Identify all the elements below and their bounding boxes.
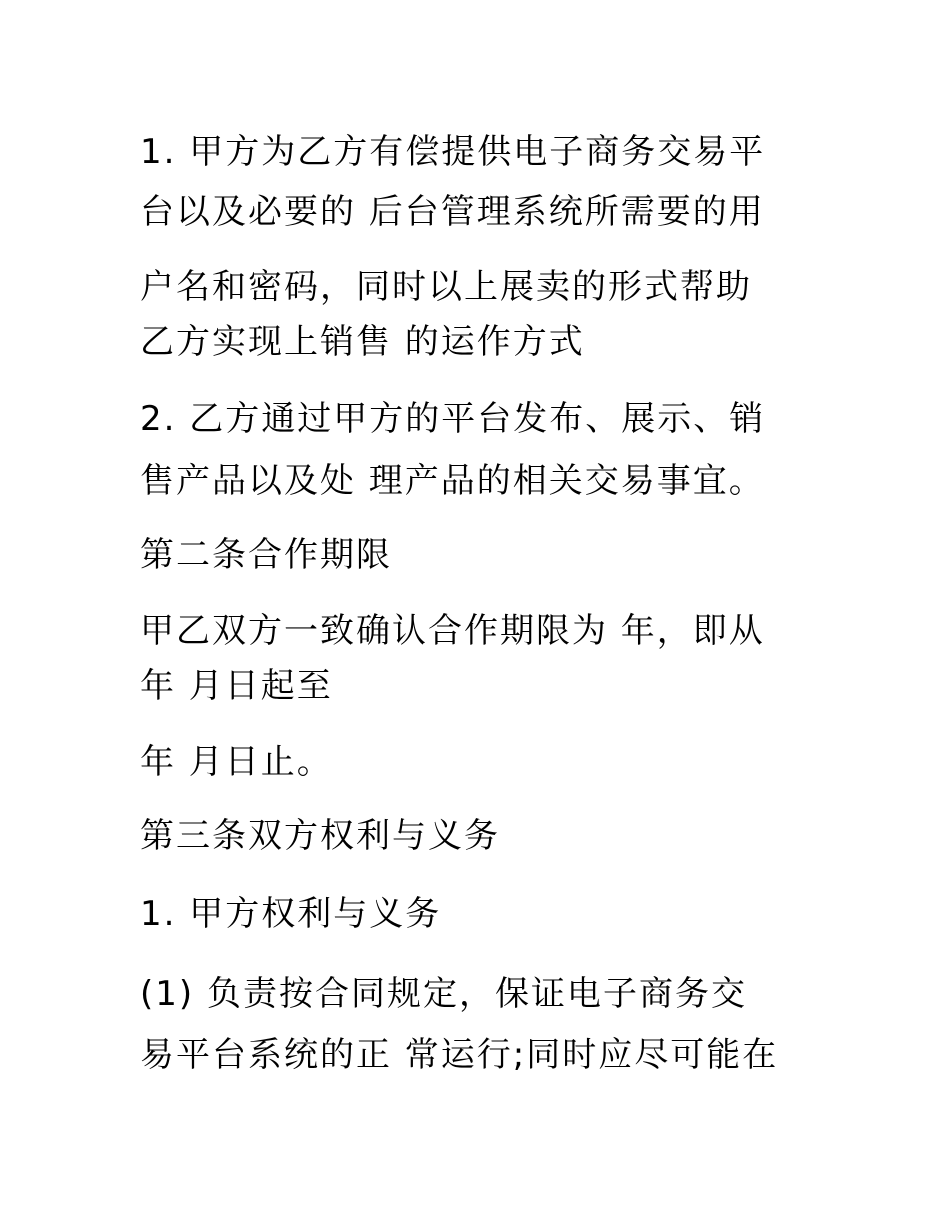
text-line-1: 1. 甲方为乙方有偿提供电子商务交易平 [140,132,766,172]
subsection-heading: 1. 甲方权利与义务 [140,894,442,934]
text-line-6: 售产品以及处 理产品的相关交易事宜。 [140,461,765,501]
text-line-14: 易平台系统的正 常运行;同时应尽可能在 [140,1035,779,1075]
text-line-9: 年 月日起至 [140,666,333,706]
section-heading-rights: 第三条双方权利与义务 [140,816,500,856]
section-heading-term: 第二条合作期限 [140,535,392,575]
text-line-2: 台以及必要的 后台管理系统所需要的用 [140,192,765,232]
text-line-4: 乙方实现上销售 的运作方式 [140,322,585,362]
text-line-8: 甲乙双方一致确认合作期限为 年，即从 [140,611,765,651]
text-line-13: (1) 负责按合同规定，保证电子商务交 [140,974,747,1014]
text-line-10: 年 月日止。 [140,742,333,782]
text-line-3: 户名和密码，同时以上展卖的形式帮助 [140,267,752,307]
text-line-5: 2. 乙方通过甲方的平台发布、展示、销 [140,399,766,439]
